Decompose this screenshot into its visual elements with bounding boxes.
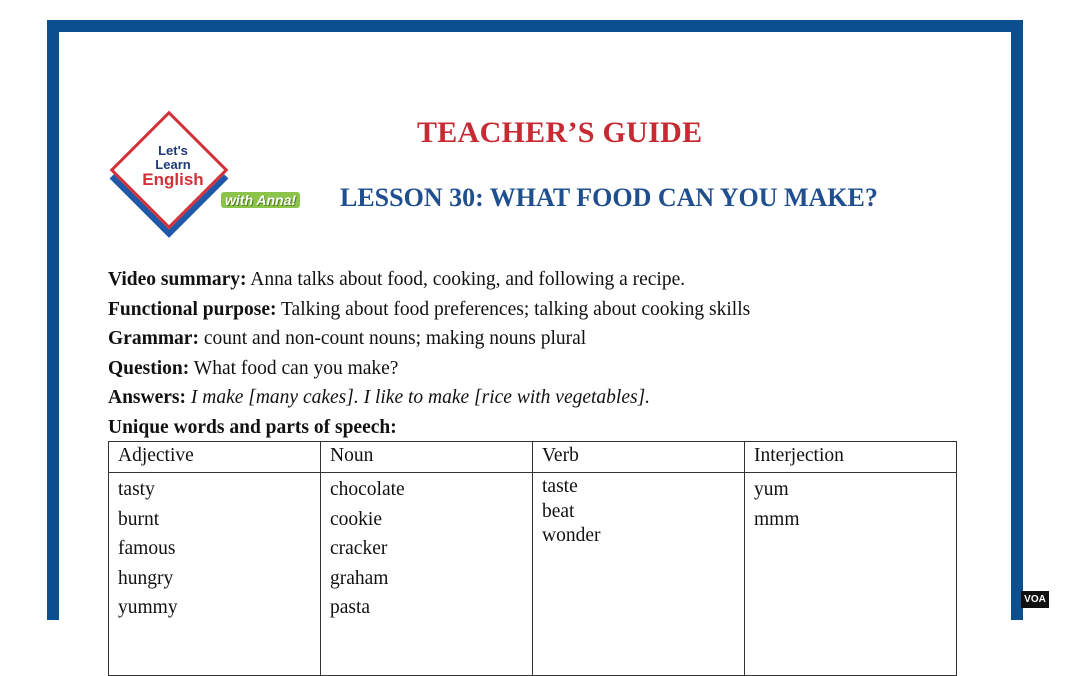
video-summary-line xyxy=(108,265,988,295)
interjection-cell xyxy=(745,473,957,676)
grammar-label: Grammar: xyxy=(108,328,199,349)
logo-line-2: Learn xyxy=(155,157,191,172)
header-verb: Verb xyxy=(533,442,745,473)
adjective-word: famous xyxy=(118,538,176,559)
voa-watermark: VOA xyxy=(1021,591,1049,608)
table-header-row xyxy=(109,442,957,473)
lesson-info xyxy=(108,265,988,442)
verb-word: taste xyxy=(542,476,578,497)
verb-word: wonder xyxy=(542,525,601,546)
logo-line-3: English xyxy=(142,170,204,189)
interjection-word: yum xyxy=(754,479,789,500)
noun-cell xyxy=(321,473,533,676)
unique-words-heading xyxy=(108,413,988,443)
header-interjection: Interjection xyxy=(745,442,957,473)
noun-word: chocolate xyxy=(330,479,405,500)
noun-word: cookie xyxy=(330,508,382,530)
adjective-word: burnt xyxy=(118,508,160,530)
logo-with-anna: with Anna! xyxy=(221,192,300,208)
noun-word: cracker xyxy=(330,538,388,559)
functional-purpose-text: Talking about food preferences; talking about cooking skills xyxy=(276,298,751,320)
parts-of-speech-table xyxy=(108,441,957,676)
interjection-word: mmm xyxy=(754,508,800,530)
verb-word: beat xyxy=(542,500,575,522)
adjective-word: hungry xyxy=(118,567,174,589)
answers-line xyxy=(108,383,988,413)
adjective-word: yummy xyxy=(118,597,178,618)
document-page xyxy=(59,32,1011,632)
adjective-cell xyxy=(109,473,321,676)
adjective-word: tasty xyxy=(118,479,155,500)
video-summary-text: Anna talks about food, cooking, and following a recipe. xyxy=(246,269,686,290)
answers-text: I make [many cakes]. I like to make [rice with vegetables]. xyxy=(186,387,651,408)
unique-words-label: Unique words and parts of speech: xyxy=(108,416,397,438)
table-row xyxy=(109,473,957,676)
page-frame xyxy=(47,20,1023,620)
page-title: TEACHER’S GUIDE xyxy=(417,116,703,149)
functional-purpose-line xyxy=(108,295,988,325)
question-label: Question: xyxy=(108,357,190,379)
question-line xyxy=(108,354,988,384)
noun-word: graham xyxy=(330,567,389,589)
lesson-title: LESSON 30: WHAT FOOD CAN YOU MAKE? xyxy=(340,183,878,212)
noun-word: pasta xyxy=(330,597,371,618)
grammar-line xyxy=(108,324,988,354)
header-noun: Noun xyxy=(321,442,533,473)
functional-purpose-label: Functional purpose: xyxy=(108,298,277,320)
answers-label: Answers: xyxy=(108,387,186,408)
lets-learn-english-logo xyxy=(113,122,297,232)
video-summary-label: Video summary: xyxy=(108,269,247,290)
verb-cell xyxy=(533,473,745,676)
grammar-text: count and non-count nouns; making nouns plural xyxy=(198,328,587,349)
header-adjective: Adjective xyxy=(109,442,321,473)
logo-text xyxy=(113,144,233,187)
logo-line-1: Let's xyxy=(158,143,188,158)
question-text: What food can you make? xyxy=(189,357,399,379)
